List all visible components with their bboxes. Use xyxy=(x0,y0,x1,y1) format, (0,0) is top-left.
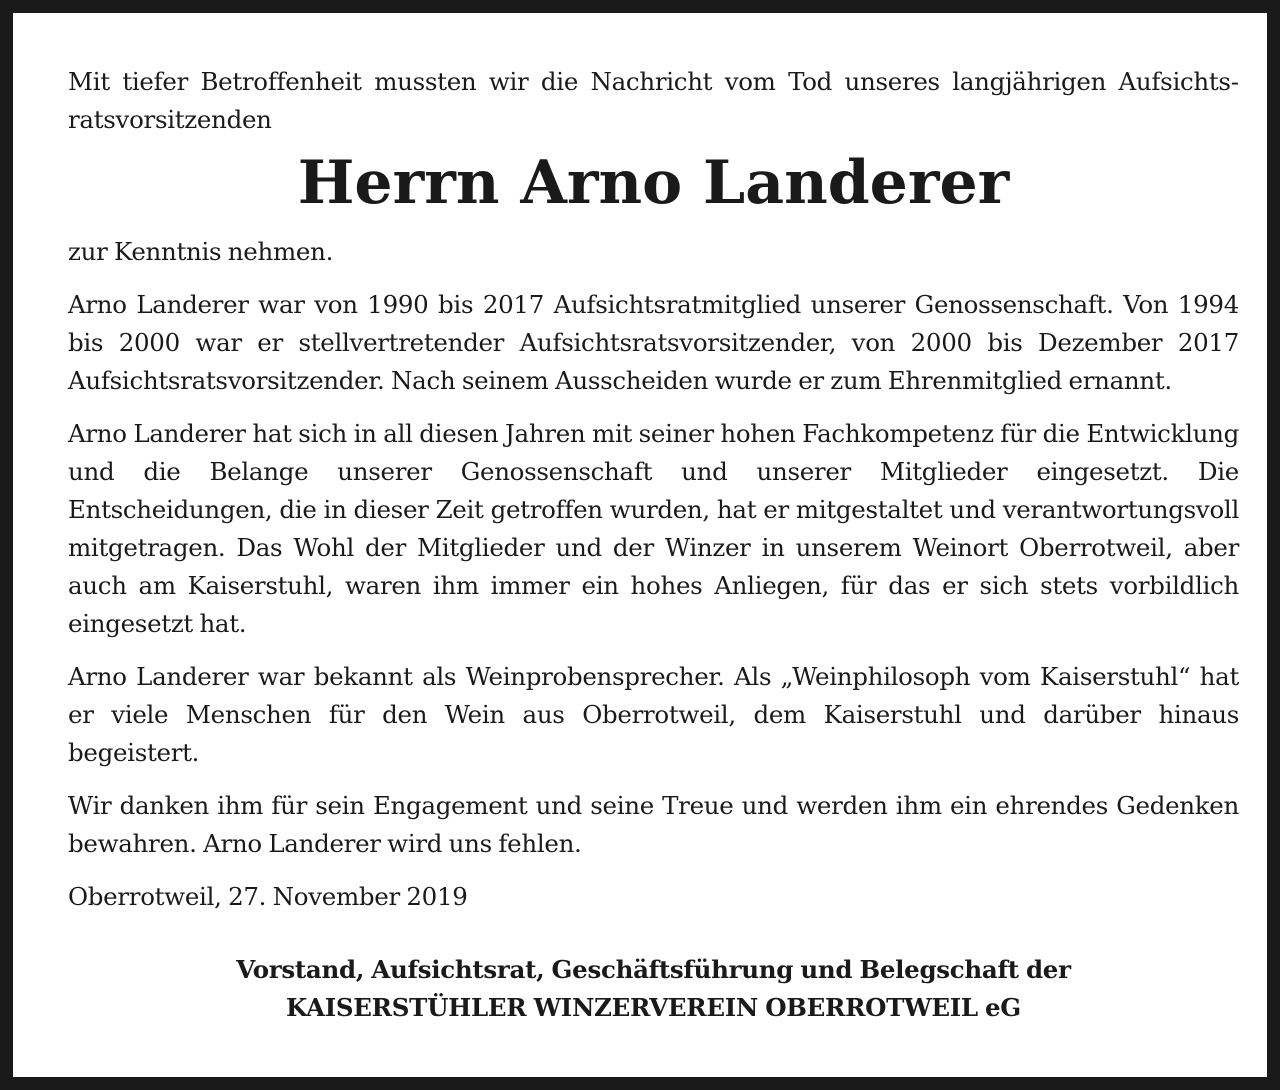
deceased-name: Herrn Arno Landerer xyxy=(297,148,1010,218)
paragraph-career: Arno Landerer war von 1990 bis 2017 Aufsichtsratmitglied unserer Genossenschaft. Von 1994 bis 2000 war er stellvertretender Aufsichtsratsvorsitzender, von 2000 bis Dezember 2017 Aufsichtsratsvorsitzender. Nach seinem Ausscheiden wurde er zum Ehrenmitglied ernannt. xyxy=(68,290,1239,395)
signature-line-2: KAISERSTÜHLER WINZERVEREIN OBERROTWEIL eG xyxy=(286,993,1021,1022)
after-name-text: zur Kenntnis nehmen. xyxy=(68,237,334,266)
paragraph-wine-speaker: Arno Landerer war bekannt als Weinprobensprecher. Als „Weinphilosoph vom Kaiserstuhl“ hat er viele Menschen für den Wein aus Oberrotweil, dem Kaiserstuhl und darüber hinaus begeistert. xyxy=(68,662,1239,767)
obituary-content xyxy=(68,63,1239,1027)
paragraph-thanks: Wir danken ihm für sein Engagement und seine Treue und werden ihm ein ehrendes Gedenken bewahren. Arno Landerer wird uns fehlen. xyxy=(68,791,1239,858)
paragraph-commitment: Arno Landerer hat sich in all diesen Jahren mit seiner hohen Fachkompetenz für die Entwicklung und die Belange unserer Genossenschaft und unserer Mitglieder eingesetzt. Die Entscheidungen, die in dieser Zeit getroffen wurden, hat er mitgestaltet und verantwortungsvoll mitgetragen. Das Wohl der Mitglieder und der Winzer in unserem Weinort Oberrotweil, aber auch am Kaiserstuhl, waren ihm immer ein hohes Anliegen, für das er sich stets vorbildlich eingesetzt hat. xyxy=(68,419,1239,638)
signature-line-1: Vorstand, Aufsichtsrat, Geschäftsführung und Belegschaft der xyxy=(236,955,1071,984)
signature-block xyxy=(68,951,1239,1027)
intro-text: Mit tiefer Betroffenheit mussten wir die Nachricht vom Tod unseres langjährigen Aufsichtsratsvorsitzenden xyxy=(68,67,1239,134)
place-date: Oberrotweil, 27. November 2019 xyxy=(68,882,468,911)
